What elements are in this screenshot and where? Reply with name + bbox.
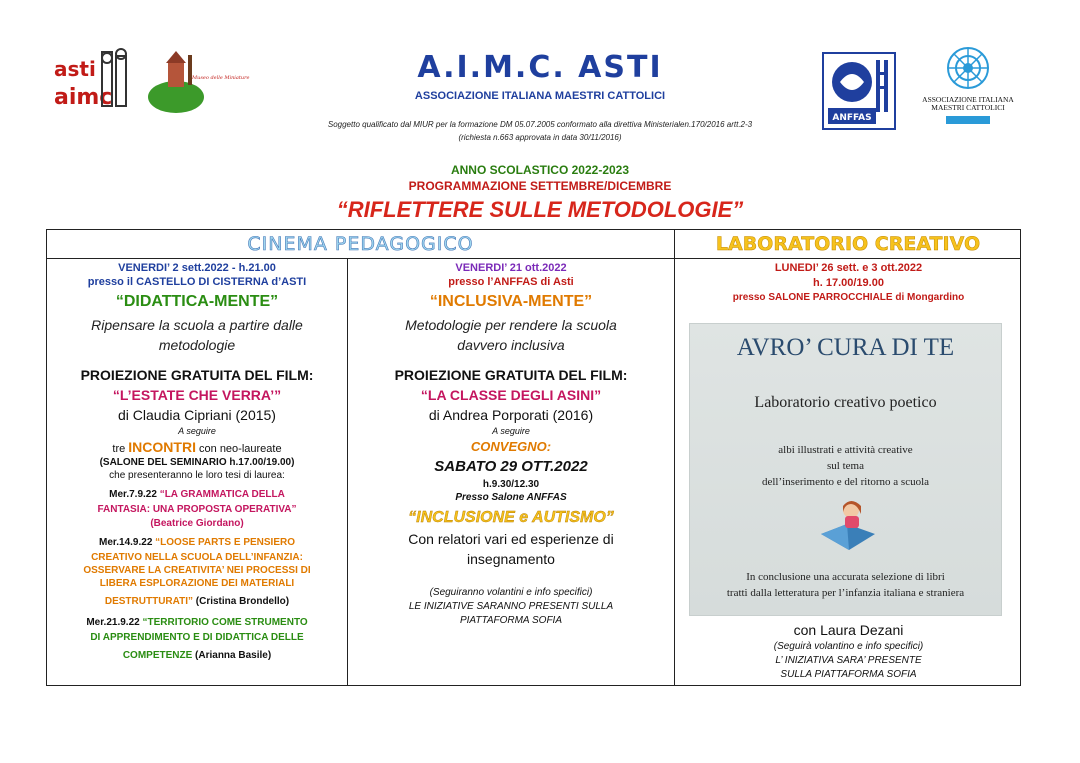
event1-present: che presenteranno le loro tesi di laurea: [109, 470, 285, 481]
meeting1-author: (Beatrice Giordano) [150, 518, 244, 529]
program-table [46, 229, 1021, 686]
event1-salone: (SALONE DEL SEMINARIO h.17.00/19.00) [99, 457, 295, 468]
event2-projection: PROIEZIONE GRATUITA DEL FILM: [394, 367, 628, 383]
meeting3-line-a [47, 612, 347, 630]
anffas-label: ANFFAS [832, 113, 872, 123]
event2-director: di Andrea Porporati (2016) [428, 407, 594, 423]
event2-info: (Seguiranno volantini e info specifici) [429, 587, 593, 598]
logo-museo-text: Museo delle Miniature [192, 75, 250, 81]
event2-place: presso l’ANFFAS di Asti [448, 276, 574, 288]
aimc-label-2: MAESTRI CATTOLICI [931, 103, 1005, 112]
logo-aimc-text: aimc [54, 85, 113, 110]
column-cinema-1 [47, 262, 347, 663]
meeting1-date: Mer.7.9.22 [109, 489, 160, 500]
school-year: ANNO SCOLASTICO 2022-2023 [450, 163, 630, 177]
lab-with: con Laura Dezani [793, 622, 904, 638]
book-card-subtitle: Laboratorio creativo poetico [754, 394, 937, 411]
theme-title: “RIFLETTERE SULLE METODOLOGIE” [336, 197, 744, 222]
event1-desc-1: Ripensare la scuola a partire dalle [91, 317, 303, 333]
event1-incontri-line [47, 439, 347, 455]
event2-hours: h.9.30/12.30 [482, 479, 540, 490]
event2-desc-2: davvero inclusiva [457, 337, 565, 353]
book-card-footer [690, 569, 1001, 601]
book-card-foot-1: In conclusione una accurata selezione di libri [746, 571, 945, 583]
meeting3-line-c [47, 645, 347, 663]
lab-info: (Seguirà volantino e info specifici) [773, 641, 924, 652]
book-card-desc-1: albi illustrati e attività creative [778, 444, 913, 456]
event1-follow: A seguire [178, 426, 216, 436]
meeting2-line-e [47, 591, 347, 609]
event1-place: presso il CASTELLO DI CISTERNA d’ASTI [87, 276, 307, 288]
approval-note: (richiesta n.663 approvata in data 30/11/2016) [458, 133, 622, 142]
lab-platform-2: SULLA PIATTAFORMA SOFIA [780, 669, 917, 680]
event2-follow: A seguire [492, 426, 530, 436]
header-divider [47, 258, 1020, 259]
event2-film: “LA CLASSE DEGLI ASINI” [420, 387, 602, 403]
lab-footer [675, 622, 1022, 680]
column-cinema-2 [348, 262, 674, 626]
event1-projection: PROIEZIONE GRATUITA DEL FILM: [80, 367, 314, 383]
meeting3-title-b: DI APPRENDIMENTO E DI DIDATTICA DELLE [90, 632, 304, 643]
meeting2-title-a: “LOOSE PARTS E PENSIERO [155, 537, 295, 548]
book-card-desc-2: sul tema [827, 460, 864, 472]
lab-hours: h. 17.00/19.00 [813, 277, 884, 289]
lab-header: LABORATORIO CREATIVO [715, 233, 981, 255]
event1-title: “DIDATTICA-MENTE” [115, 293, 279, 310]
aimc-logo [920, 46, 1016, 128]
meeting3-author: (Arianna Basile) [192, 650, 272, 661]
event2-relatori-2: insegnamento [467, 551, 555, 567]
incontri-pre: tre [112, 443, 129, 455]
event2-relatori-1: Con relatori vari ed esperienze di [408, 531, 614, 547]
event2-sabato: SABATO 29 OTT.2022 [434, 458, 588, 475]
event2-inclusione: “INCLUSIONE e AUTISMO” [408, 509, 614, 526]
meeting1-line-a [47, 484, 347, 502]
meeting2-date: Mer.14.9.22 [99, 537, 156, 548]
page-title: A.I.M.C. ASTI [417, 50, 663, 85]
meeting2-title-d: LIBERA ESPLORAZIONE DEI MATERIALI [99, 578, 295, 589]
incontri-word: INCONTRI [128, 439, 196, 455]
meeting1-title-a: “LA GRAMMATICA DELLA [159, 489, 285, 500]
aimc-label-1: ASSOCIAZIONE ITALIANA [922, 95, 1014, 104]
child-reading-illustration [817, 494, 879, 554]
meeting2-title-c: OSSERVARE LA CREATIVITA’ NEI PROCESSI DI [83, 565, 311, 576]
lab-date: LUNEDI’ 26 sett. e 3 ott.2022 [774, 262, 923, 274]
book-card [689, 323, 1002, 616]
meeting2-title-e: DESTRUTTURATI” [104, 596, 193, 607]
cinema-header: CINEMA PEDAGOGICO [247, 233, 474, 255]
event2-desc-1: Metodologie per rendere la scuola [405, 317, 617, 333]
program-period: PROGRAMMAZIONE SETTEMBRE/DICEMBRE [408, 179, 672, 193]
meeting3-title-c: COMPETENZE [122, 650, 193, 661]
book-card-description [690, 442, 1001, 490]
anffas-logo [822, 52, 896, 130]
lab-platform-1: L’ INIZIATIVA SARA’ PRESENTE [775, 655, 922, 666]
book-card-foot-2: tratti dalla letteratura per l’infanzia italiana e straniera [726, 587, 965, 599]
meeting2-title-b: CREATIVO NELLA SCUOLA DELL’INFANZIA: [91, 552, 303, 563]
lab-place: presso SALONE PARROCCHIALE di Mongardino [732, 292, 965, 303]
column-lab [675, 262, 1022, 303]
meeting2-line-a [47, 532, 347, 550]
meeting3-title-a: “TERRITORIO COME STRUMENTO [142, 617, 308, 628]
event1-film: “L’ESTATE CHE VERRA’” [112, 387, 282, 403]
event1-desc-2: metodologie [158, 337, 236, 353]
event2-title: “INCLUSIVA-MENTE” [429, 293, 593, 310]
event1-director: di Claudia Cipriani (2015) [118, 407, 276, 423]
meeting3-date: Mer.21.9.22 [86, 617, 143, 628]
asti-aimc-logo [52, 48, 132, 110]
museo-logo [148, 45, 250, 113]
miur-note: Soggetto qualificato dal MIUR per la formazione DM 05.07.2005 conformato alla direttiva Ministerialen.170/2016 artt.2-3 [327, 120, 753, 129]
event2-platform-1: LE INIZIATIVE SARANNO PRESENTI SULLA [408, 601, 614, 612]
book-card-desc-3: dell’inserimento e del ritorno a scuola [761, 476, 930, 488]
incontri-post: con neo-laureate [195, 443, 282, 455]
meeting1-title-b: FANTASIA: UNA PROPOSTA OPERATIVA” [97, 504, 297, 515]
association-name: ASSOCIAZIONE ITALIANA MAESTRI CATTOLICI [414, 90, 666, 102]
book-card-title: AVRO’ CURA DI TE [736, 334, 955, 361]
event2-platform-2: PIATTAFORMA SOFIA [459, 615, 563, 626]
event2-convegno: CONVEGNO: [470, 439, 552, 454]
event1-date: VENERDI’ 2 sett.2022 - h.21.00 [118, 262, 276, 274]
meeting2-author: (Cristina Brondello) [193, 596, 290, 607]
event2-presso: Presso Salone ANFFAS [455, 492, 567, 503]
event2-date: VENERDI’ 21 ott.2022 [455, 262, 567, 274]
logo-asti-text: asti [54, 57, 96, 81]
